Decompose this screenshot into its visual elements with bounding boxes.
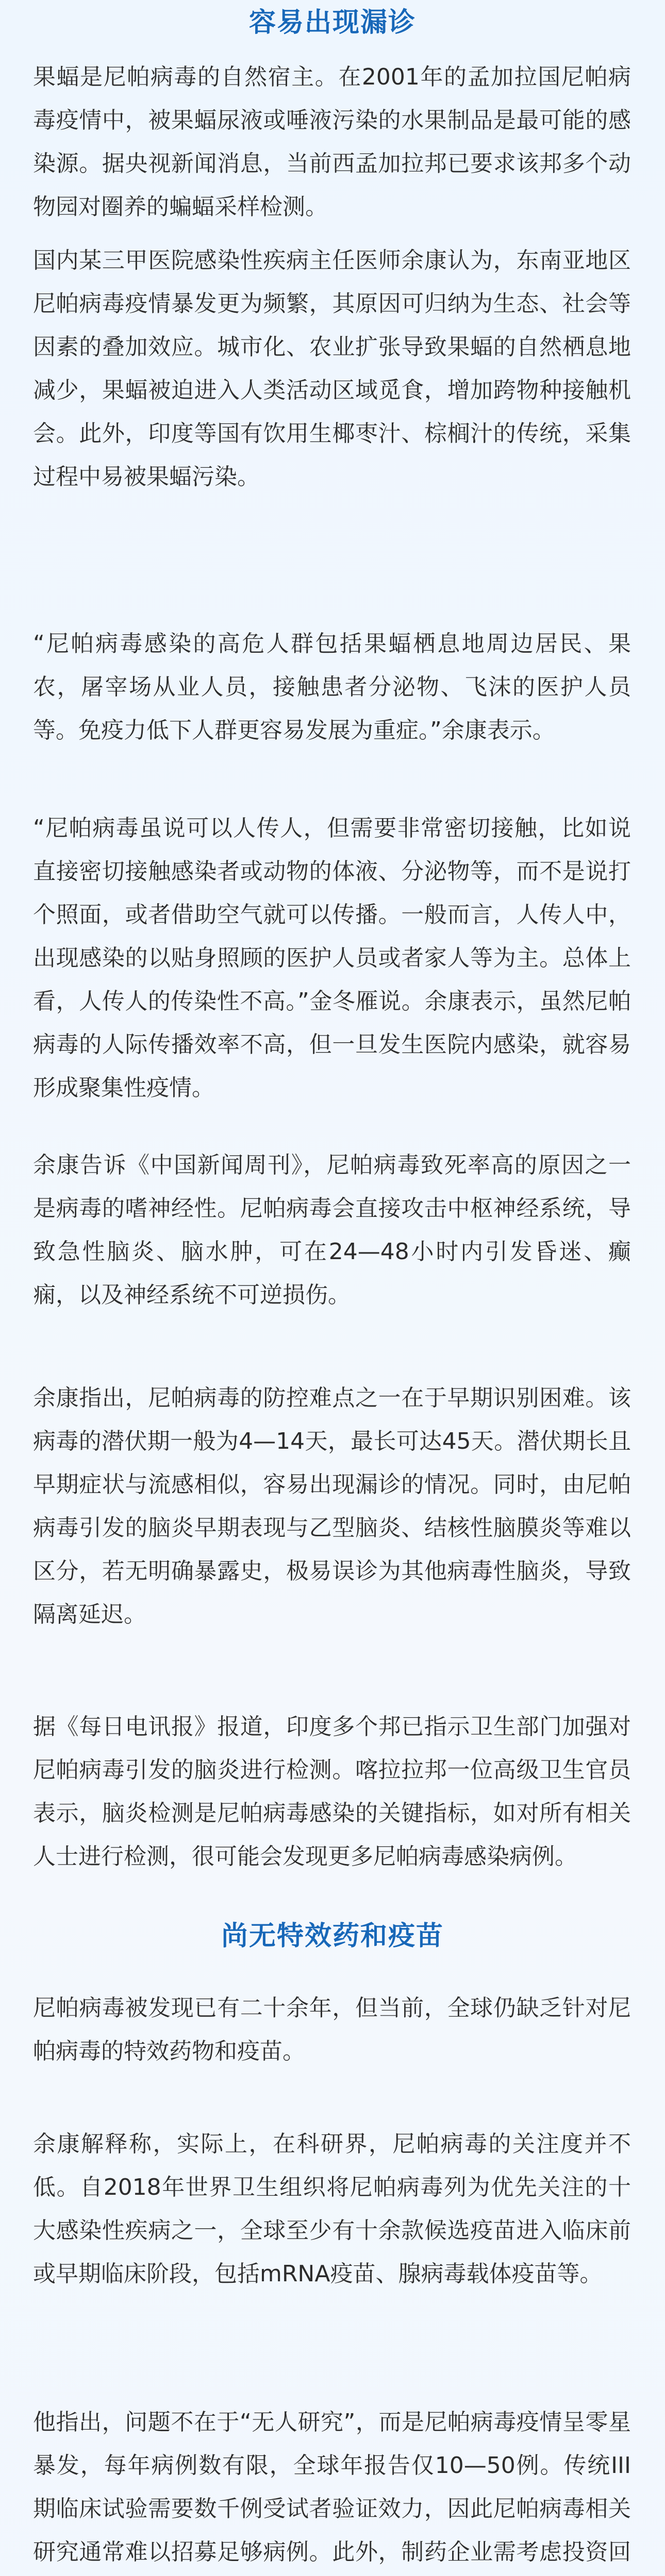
paragraph-high-risk-groups: “尼帕病毒感染的高危人群包括果蝠栖息地周边居民、果农，屠宰场从业人员，接触患者分泌物、飞沫的医护人员等。免疫力低下人群更容易发展为重症。”余康表示。	[33, 631, 631, 743]
paragraph-fruit-bat-host: 果蝠是尼帕病毒的自然宿主。在2001年的孟加拉国尼帕病毒疫情中，被果蝠尿液或唾液污染的水果制品是最可能的感染源。据央视新闻消息，当前西孟加拉邦已要求该邦多个动物园对圈养的蝙蝠采样检测。	[33, 64, 631, 220]
paragraph-neurotropism: 余康告诉《中国新闻周刊》，尼帕病毒致死率高的原因之一是病毒的嗜神经性。尼帕病毒会直接攻击中枢神经系统，导致急性脑炎、脑水肿，可在24—48小时内引发昏迷、癫痫，以及神经系统不可逆损伤。	[33, 1152, 631, 1308]
paragraph-early-detection: 余康指出，尼帕病毒的防控难点之一在于早期识别困难。该病毒的潜伏期一般为4—14天，最长可达45天。潜伏期长且早期症状与流感相似，容易出现漏诊的情况。同时，由尼帕病毒引发的脑炎早期表现与乙型脑炎、结核性脑膜炎等难以区分，若无明确暴露史，极易误诊为其他病毒性脑炎，导致隔离延迟。	[33, 1385, 631, 1628]
section-title-missed-diagnosis: 容易出现漏诊	[248, 7, 416, 38]
paragraph-encephalitis-testing: 据《每日电讯报》报道，印度多个邦已指示卫生部门加强对尼帕病毒引发的脑炎进行检测。喀拉拉邦一位高级卫生官员表示，脑炎检测是尼帕病毒感染的关键指标，如对所有相关人士进行检测，很可能会发现更多尼帕病毒感染病例。	[33, 1714, 631, 1870]
paragraph-outbreak-causes: 国内某三甲医院感染性疾病主任医师余康认为，东南亚地区尼帕病毒疫情暴发更为频繁，其原因可归纳为生态、社会等因素的叠加效应。城市化、农业扩张导致果蝠的自然栖息地减少，果蝠被迫进入人类活动区域觅食，增加跨物种接触机会。此外，印度等国有饮用生椰枣汁、棕榈汁的传统，采集过程中易被果蝠污染。	[33, 247, 631, 490]
section-title-no-drugs-vaccines: 尚无特效药和疫苗	[221, 1921, 444, 1952]
paragraph-no-specific-treatment: 尼帕病毒被发现已有二十余年，但当前，全球仍缺乏针对尼帕病毒的特效药物和疫苗。	[33, 1995, 631, 2064]
paragraph-human-transmission: “尼帕病毒虽说可以人传人，但需要非常密切接触，比如说直接密切接触感染者或动物的体液、分泌物等，而不是说打个照面，或者借助空气就可以传播。一般而言，人传人中，出现感染的以贴身照顾的医护人员或者家人等为主。总体上看，人传人的传染性不高。”金冬雁说。余康表示，虽然尼帕病毒的人际传播效率不高，但一旦发生医院内感染，就容易形成聚集性疫情。	[33, 815, 631, 1101]
paragraph-funding-issue: 他指出，问题不在于“无人研究”，而是尼帕病毒疫情呈零星暴发，每年病例数有限，全球年报告仅10—50例。传统III期临床试验需要数千例受试者验证效力，因此尼帕病毒相关研究通常难以招募足够病例。此外，制药企业需考虑投资回	[33, 2409, 631, 2565]
paragraph-research-attention: 余康解释称，实际上，在科研界，尼帕病毒的关注度并不低。自2018年世界卫生组织将尼帕病毒列为优先关注的十大感染性疾病之一，全球至少有十余款候选疫苗进入临床前或早期临床阶段，包括mRNA疫苗、腺病毒载体疫苗等。	[33, 2131, 631, 2287]
